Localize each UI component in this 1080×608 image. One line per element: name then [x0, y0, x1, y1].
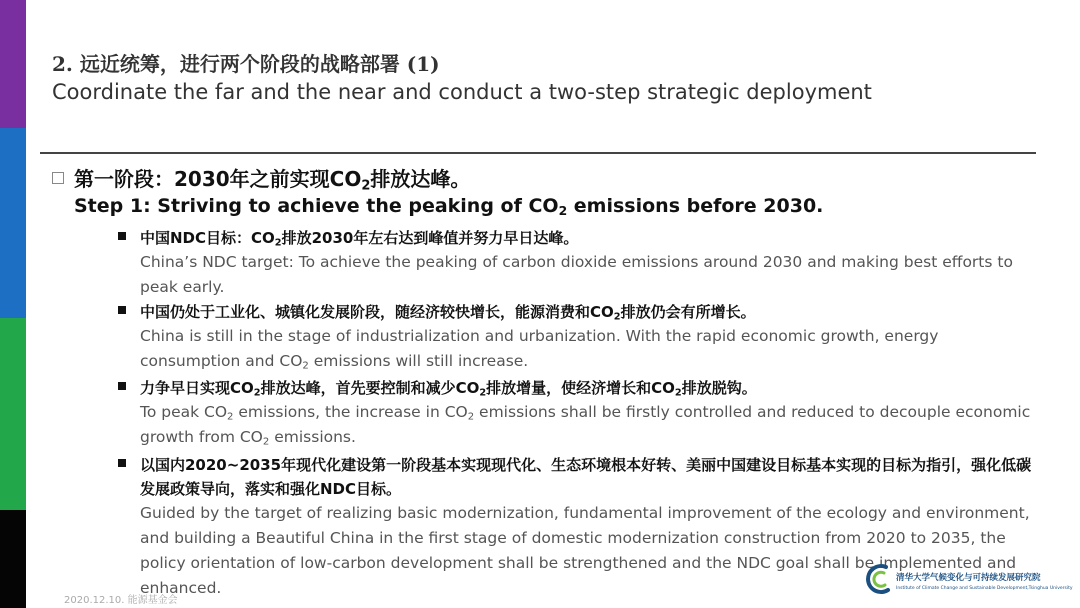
step-heading-english: Step 1: Striving to achieve the peaking of $CO_2$ emissions before 2030.	[74, 195, 824, 219]
bullet-text-chinese: 中国仍处于工业化、城镇化发展阶段，随经济较快增长，能源消费和$CO_2$排放仍会有所增长。	[140, 303, 756, 323]
institute-logo	[866, 562, 1076, 602]
title-divider	[40, 152, 1036, 154]
logo-text-english: Institute of Climate Change and Sustainable Development,Tsinghua University	[896, 586, 1073, 591]
bullet-text-chinese: 以国内2020~2035年现代化建设第一阶段基本实现现代化、生态环境根本好转、美丽中国建设目标基本实现的目标为指引，强化低碳发展政策导向，落实和强化NDC目标。	[140, 456, 1032, 498]
footer-date-organization: 2020.12.10. 能源基金会	[64, 595, 178, 606]
checkbox-bullet-icon	[52, 172, 64, 184]
bullet-item-ndc-target	[118, 226, 1038, 300]
slide-title-english: Coordinate the far and the near and conduct a two-step strategic deployment	[52, 80, 872, 104]
bullet-item-peaking-decouple	[118, 376, 1038, 450]
logo-text-chinese: 清华大学气候变化与可持续发展研究院	[896, 573, 1041, 583]
accent-strip-purple	[0, 0, 26, 128]
bullet-text-english: To peak $CO_2$ emissions, the increase in $CO_2$ emissions shall be firstly controlled and reduced to decouple economic growth from $CO_2$ emissions.	[140, 403, 1031, 448]
square-bullet-icon	[118, 459, 126, 467]
institute-logo-mark-icon	[866, 562, 894, 596]
bullet-text-english: Guided by the target of realizing basic modernization, fundamental improvement of the ecology and environment, and building a Beautiful China in the first stage of domestic modernization construction from 2020 to 2035, the policy orientation of low-carbon development shall be strengthened and the NDC goal shall be implemented and enhanced.	[140, 504, 1030, 597]
square-bullet-icon	[118, 306, 126, 314]
accent-strip-black	[0, 510, 26, 608]
bullet-text-chinese: 力争早日实现$CO_2$排放达峰，首先要控制和减少$CO_2$排放增量，使经济增长和$CO_2$排放脱钩。	[140, 379, 757, 399]
bullet-text-english: China’s NDC target: To achieve the peaking of carbon dioxide emissions around 2030 and making best efforts to peak early.	[140, 253, 1013, 296]
bullet-item-industrialization	[118, 300, 1038, 374]
square-bullet-icon	[118, 382, 126, 390]
bullet-text-chinese: 中国NDC目标：$CO_2$排放2030年左右达到峰值并努力早日达峰。	[140, 229, 579, 249]
step-heading-chinese: 第一阶段：2030年之前实现$CO_2$排放达峰。	[74, 167, 471, 194]
bullet-text-english: China is still in the stage of industrialization and urbanization. With the rapid economic growth, energy consumption and $CO_2$ emissions will still increase.	[140, 327, 939, 372]
accent-strip-green	[0, 318, 26, 510]
square-bullet-icon	[118, 232, 126, 240]
accent-strip-blue	[0, 128, 26, 318]
slide-title-chinese: 2. 远近统筹，进行两个阶段的战略部署 (1)	[52, 52, 440, 76]
